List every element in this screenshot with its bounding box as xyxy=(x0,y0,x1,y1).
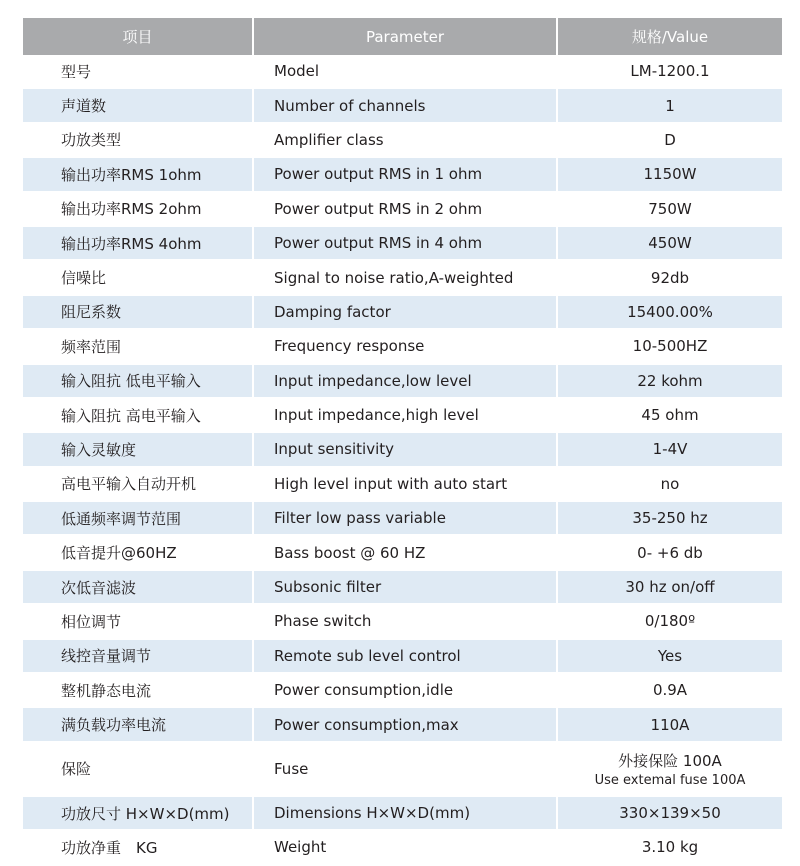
table-row xyxy=(23,536,782,570)
item-cn-cell: 线控音量调节 xyxy=(23,640,252,674)
header-item: 项目 xyxy=(23,18,252,55)
parameter-cell: Remote sub level control xyxy=(252,640,556,674)
item-cn-cell: 低音提升@60HZ xyxy=(23,536,252,570)
value-cell xyxy=(556,743,782,797)
value-cell xyxy=(556,468,782,502)
value-cell xyxy=(556,399,782,433)
item-cn-cell: 功放尺寸 H×W×D(mm) xyxy=(23,797,252,831)
item-cn-cell: 输出功率RMS 2ohm xyxy=(23,193,252,227)
table-row xyxy=(23,433,782,467)
value-cell xyxy=(556,158,782,192)
value-cell xyxy=(556,502,782,536)
value-cell xyxy=(556,831,782,865)
header-value: 规格/Value xyxy=(556,18,782,55)
table-row xyxy=(23,674,782,708)
table-row xyxy=(23,158,782,192)
item-cn-cell: 满负载功率电流 xyxy=(23,708,252,742)
value-text: 1-4V xyxy=(652,440,688,459)
header-parameter: Parameter xyxy=(252,18,556,55)
value-text: LM-1200.1 xyxy=(630,62,710,81)
value-text: D xyxy=(664,130,676,149)
parameter-cell: Dimensions H×W×D(mm) xyxy=(252,797,556,831)
item-cn-cell: 输入阻抗 高电平输入 xyxy=(23,399,252,433)
value-text: 92db xyxy=(650,268,690,287)
item-cn-cell: 输出功率RMS 4ohm xyxy=(23,227,252,261)
item-cn-cell: 功放类型 xyxy=(23,124,252,158)
value-text: 0.9A xyxy=(652,681,688,700)
parameter-cell: Signal to noise ratio,A-weighted xyxy=(252,261,556,295)
value-cell xyxy=(556,433,782,467)
value-text: no xyxy=(660,474,680,493)
value-text: 1 xyxy=(665,96,675,115)
parameter-cell: Phase switch xyxy=(252,605,556,639)
parameter-cell: High level input with auto start xyxy=(252,468,556,502)
value-text: 45 ohm xyxy=(641,406,699,425)
item-cn-cell: 输出功率RMS 1ohm xyxy=(23,158,252,192)
value-text: 0- +6 db xyxy=(637,543,703,562)
value-cell xyxy=(556,605,782,639)
value-text: 35-250 hz xyxy=(632,509,708,528)
item-cn-cell: 输入阻抗 低电平输入 xyxy=(23,365,252,399)
table-row xyxy=(23,124,782,158)
item-cn-cell: 整机静态电流 xyxy=(23,674,252,708)
value-cell xyxy=(556,797,782,831)
parameter-cell: Power output RMS in 2 ohm xyxy=(252,193,556,227)
parameter-cell: Input sensitivity xyxy=(252,433,556,467)
spec-table xyxy=(23,18,782,866)
table-row xyxy=(23,89,782,123)
table-header-row xyxy=(23,18,782,55)
table-row xyxy=(23,605,782,639)
item-cn-cell: 信噪比 xyxy=(23,261,252,295)
item-cn-cell: 功放净重 KG xyxy=(23,831,252,865)
value-text: 22 kohm xyxy=(637,371,703,390)
parameter-cell: Bass boost @ 60 HZ xyxy=(252,536,556,570)
item-cn-cell: 相位调节 xyxy=(23,605,252,639)
value-cell xyxy=(556,330,782,364)
value-text: Yes xyxy=(657,646,683,665)
value-text: 110A xyxy=(650,715,690,734)
table-row xyxy=(23,261,782,295)
value-cell xyxy=(556,261,782,295)
table-row xyxy=(23,330,782,364)
spec-table-body xyxy=(23,55,782,866)
parameter-cell: Power consumption,max xyxy=(252,708,556,742)
item-cn-cell: 低通频率调节范围 xyxy=(23,502,252,536)
value-cell xyxy=(556,193,782,227)
table-row xyxy=(23,797,782,831)
table-row xyxy=(23,193,782,227)
parameter-cell: Filter low pass variable xyxy=(252,502,556,536)
table-row xyxy=(23,365,782,399)
parameter-cell: Input impedance,low level xyxy=(252,365,556,399)
value-cell xyxy=(556,571,782,605)
value-text: 750W xyxy=(648,199,692,218)
table-row xyxy=(23,502,782,536)
parameter-cell: Power output RMS in 4 ohm xyxy=(252,227,556,261)
value-cell xyxy=(556,55,782,89)
parameter-cell: Power consumption,idle xyxy=(252,674,556,708)
value-text: 330×139×50 xyxy=(619,804,721,822)
item-cn-cell: 保险 xyxy=(23,743,252,797)
table-row xyxy=(23,399,782,433)
parameter-cell: Power output RMS in 1 ohm xyxy=(252,158,556,192)
table-row xyxy=(23,831,782,865)
value-text: 450W xyxy=(648,234,692,253)
parameter-cell: Model xyxy=(252,55,556,89)
item-cn-cell: 频率范围 xyxy=(23,330,252,364)
parameter-cell: Number of channels xyxy=(252,89,556,123)
value-text: 0/180º xyxy=(644,612,696,631)
value-subtext: Use extemal fuse 100A xyxy=(594,772,746,788)
item-cn-cell: 声道数 xyxy=(23,89,252,123)
item-cn-cell: 高电平输入自动开机 xyxy=(23,468,252,502)
value-cell xyxy=(556,674,782,708)
table-row xyxy=(23,468,782,502)
value-text: 1150W xyxy=(643,165,697,184)
value-cell xyxy=(556,536,782,570)
value-text: 3.10 kg xyxy=(641,838,699,857)
parameter-cell: Fuse xyxy=(252,743,556,797)
item-cn-cell: 阻尼系数 xyxy=(23,296,252,330)
value-cell xyxy=(556,227,782,261)
item-cn-cell: 输入灵敏度 xyxy=(23,433,252,467)
parameter-cell: Frequency response xyxy=(252,330,556,364)
table-row xyxy=(23,743,782,797)
value-cell xyxy=(556,296,782,330)
value-cell xyxy=(556,708,782,742)
value-cell xyxy=(556,89,782,123)
value-cell xyxy=(556,365,782,399)
value-cell xyxy=(556,124,782,158)
table-row xyxy=(23,55,782,89)
table-row xyxy=(23,296,782,330)
value-text: 外接保险 100A xyxy=(618,751,722,770)
item-cn-cell: 次低音滤波 xyxy=(23,571,252,605)
table-row xyxy=(23,571,782,605)
parameter-cell: Input impedance,high level xyxy=(252,399,556,433)
item-cn-cell: 型号 xyxy=(23,55,252,89)
table-row xyxy=(23,227,782,261)
value-text: 30 hz on/off xyxy=(625,578,715,597)
parameter-cell: Amplifier class xyxy=(252,124,556,158)
value-cell xyxy=(556,640,782,674)
table-row xyxy=(23,708,782,742)
parameter-cell: Weight xyxy=(252,831,556,865)
parameter-cell: Damping factor xyxy=(252,296,556,330)
parameter-cell: Subsonic filter xyxy=(252,571,556,605)
table-row xyxy=(23,640,782,674)
value-text: 10-500HZ xyxy=(632,337,708,356)
value-text: 15400.00% xyxy=(627,302,713,321)
